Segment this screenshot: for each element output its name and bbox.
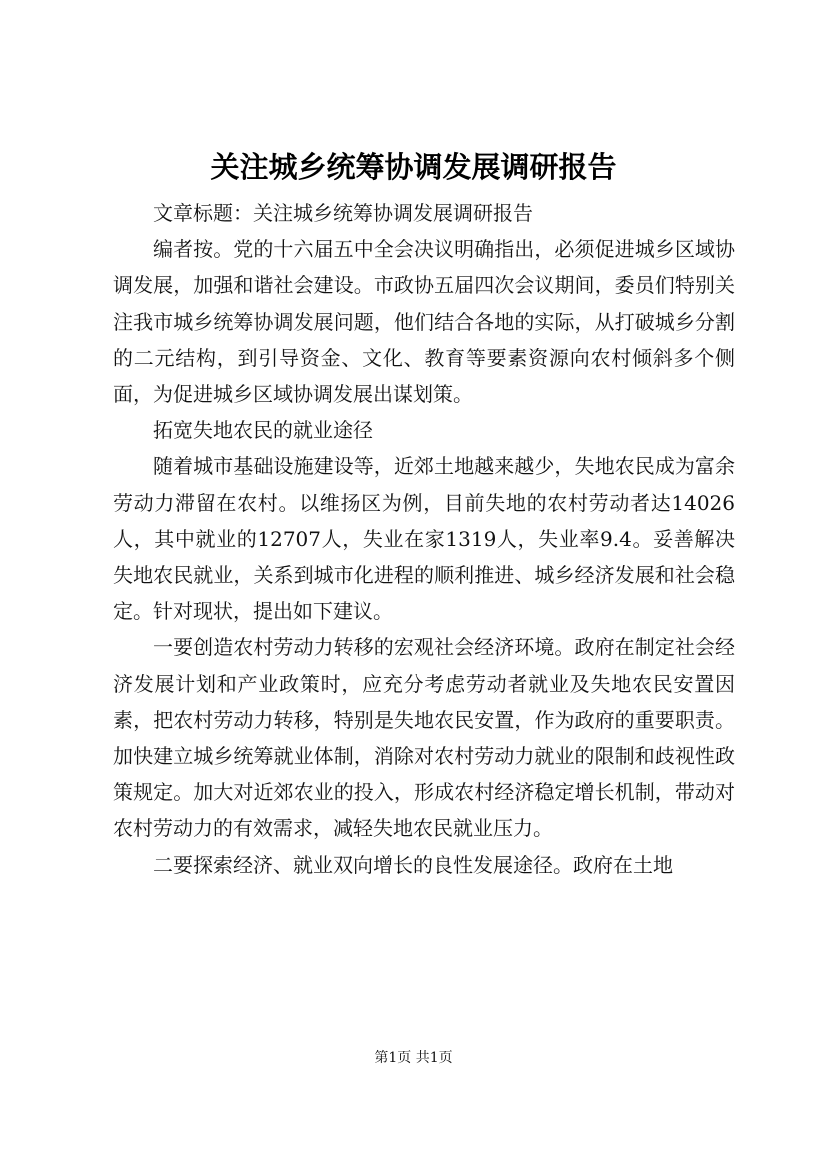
editor-note-paragraph: 编者按。党的十六届五中全会决议明确指出，必须促进城乡区域协调发展，加强和谐社会建设。市政协五届四次会议期间，委员们特别关注我市城乡统筹协调发展问题，他们结合各地的实际，从打破城乡分割的二元结构，到引导资金、文化、教育等要素资源向农村倾斜多个侧面，为促进城乡区域协调发展出谋划策。 (113, 237, 735, 407)
section-heading: 拓宽失地农民的就业途径 (153, 418, 373, 443)
body-paragraph: 随着城市基础设施建设等，近郊土地越来越少，失地农民成为富余劳动力滞留在农村。以维扬区为例，目前失地的农村劳动者达14026人，其中就业的12707人，失业在家1319人，失业率9.4。妥善解决失地农民就业，关系到城市化进程的顺利推进、城乡经济发展和社会稳定。针对现状，提出如下建议。 (113, 454, 735, 624)
body-paragraph: 二要探索经济、就业双向增长的良性发展途径。政府在土地 (153, 852, 673, 877)
page-footer: 第1页 共1页 (374, 1050, 453, 1066)
article-title-line: 文章标题：关注城乡统筹协调发展调研报告 (153, 201, 533, 225)
document-title: 关注城乡统筹协调发展调研报告 (210, 150, 617, 184)
body-paragraph: 一要创造农村劳动力转移的宏观社会经济环境。政府在制定社会经济发展计划和产业政策时，应充分考虑劳动者就业及失地农民安置因素，把农村劳动力转移，特别是失地农民安置，作为政府的重要职责。加快建立城乡统筹就业体制，消除对农村劳动力就业的限制和歧视性政策规定。加大对近郊农业的投入，形成农村经济稳定增长机制，带动对农村劳动力的有效需求，减轻失地农民就业压力。 (113, 635, 735, 841)
document-body (113, 195, 735, 883)
